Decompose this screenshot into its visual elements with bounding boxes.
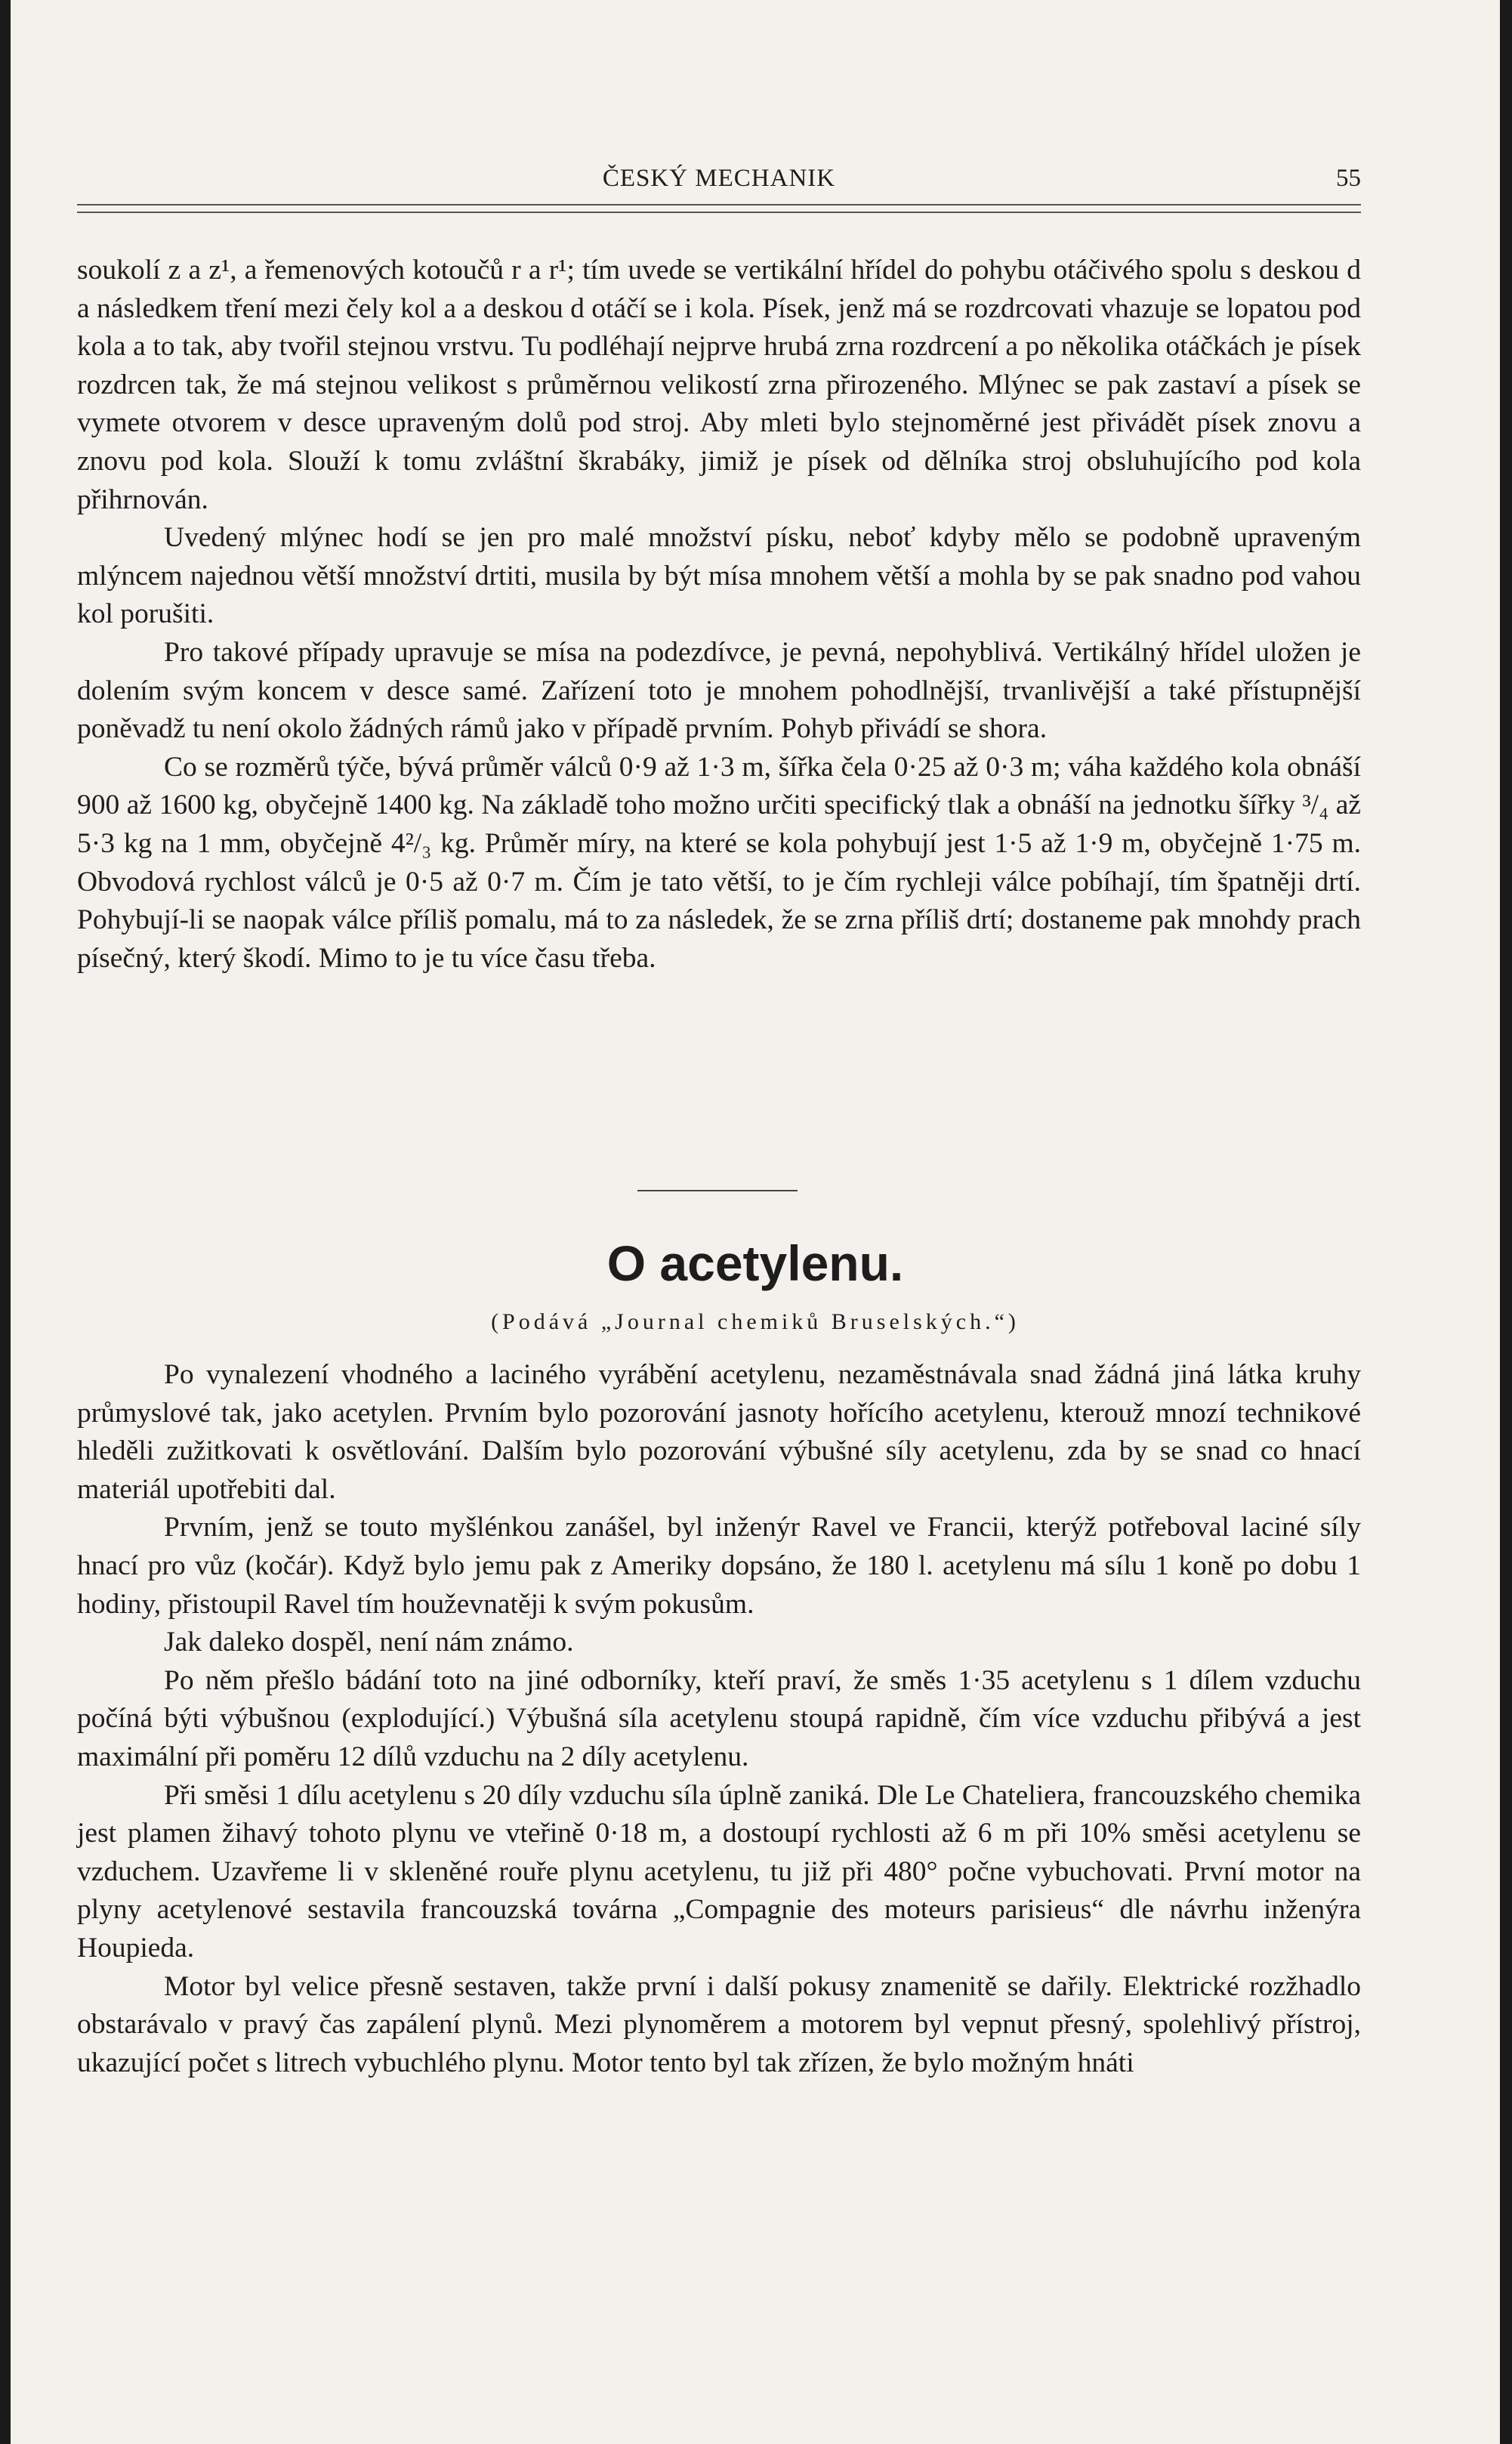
paragraph: Po něm přešlo bádání toto na jiné odborníky, kteří praví, že směs 1·35 acetylenu s 1 dílem vzduchu počíná býti výbušnou (explodující.) Výbušná síla acetylenu stoupá rapidně, čím více vzduchu přibývá a jest maximální při poměru 12 dílů vzduchu na 2 díly acetylenu. bbox=[77, 1664, 1361, 1772]
paragraph: Motor byl velice přesně sestaven, takže první i další pokusy znamenitě se dařily. Elektrické rozžhadlo obstarávalo v pravý čas zapálení plynů. Mezi plynoměrem a motorem byl vepnut přesný, spolehlivý přístroj, ukazující počet s litrech vybuchlého plynu. Motor tento byl tak zřízen, že bylo možným hnáti bbox=[77, 1970, 1361, 2078]
paragraph: Při směsi 1 dílu acetylenu s 20 díly vzduchu síla úplně zaniká. Dle Le Chateliera, francouzského chemika jest plamen žihavý tohoto plynu ve vteřině 0·18 m, a dostoupí rychlosti až 6 m při 10% směsi acetylenu se vzduchem. Uzavřeme li v skleněné rouře plynu acetylenu, tu již při 480° počne vybuchovati. První motor na plyny acetylenové sestavila francouzská továrna „Compagnie des moteurs parisieus“ dle návrhu inženýra Houpieda. bbox=[77, 1779, 1361, 1964]
paragraph: Po vynalezení vhodného a laciného vyrábění acetylenu, nezaměstnávala snad žádná jiná látka kruhy průmyslové tak, jako acetylen. Prvním bylo pozorování jasnoty hořícího acetylenu, kterouž mnozí technikové hleděli zužitkovati k osvětlování. Dalším bylo pozorování výbušné síly acetylenu, zda by se snad co hnací materiál upotřebiti dal. bbox=[77, 1359, 1361, 1505]
paragraph: Prvním, jenž se touto myšlénkou zanášel, byl inženýr Ravel ve Francii, kterýž potřeboval laciné síly hnací pro vůz (kočár). Když bylo jemu pak z Ameriky dopsáno, že 180 l. acetylenu má sílu 1 koně po dobu 1 hodiny, přistoupil Ravel tím houževnatěji k svým pokusům. bbox=[77, 1512, 1361, 1620]
paragraph: soukolí z a z¹, a řemenových kotoučů r a r¹; tím uvede se vertikální hřídel do pohybu otáčivého spolu s deskou d a následkem tření mezi čely kol a a deskou d otáčí se i kola. Písek, jenž má se rozdrcovati vhazuje se lopatou pod kola a to tak, aby tvořil stejnou vrstvu. Tu podléhají nejprve hrubá zrna rozdrcení a po několika otáčkách je písek rozdrcen tak, že má stejnou velikost s průměrnou velikostí zrna přirozeného. Mlýnec se pak zastaví a písek se vymete otvorem v desce upraveným dolů pod stroj. Aby mleti bylo stejnoměrné jest přivádět písek znovu a znovu pod kola. Slouží k tomu zvláštní škrabáky, jimiž je písek od dělníka stroj obsluhujícího pod kola přihrnován. bbox=[77, 255, 1361, 515]
section-separator bbox=[637, 1190, 798, 1191]
article-source: (Podává „Journal chemiků Bruselských.“) bbox=[491, 1309, 1020, 1334]
section-continuation bbox=[77, 252, 1361, 978]
article-body bbox=[77, 1356, 1361, 2082]
header-rule-top bbox=[77, 204, 1361, 205]
article-title: O acetylenu. bbox=[606, 1235, 904, 1291]
paragraph: Co se rozměrů týče, bývá průměr válců 0·9 až 1·3 m, šířka čela 0·25 až 0·3 m; váha každého kola obnáší 900 až 1600 kg, obyčejně 1400 kg. Na základě toho možno určiti specifický tlak a obnáší na jednotku šířky ³/₄ až 5·3 kg na 1 mm, obyčejně 4²/₃ kg. Průměr míry, na které se kola pohybují jest 1·5 až 1·9 m, obyčejně 1·75 m. Obvodová rychlost válců je 0·5 až 0·7 m. Čím je tato větší, to je čím rychleji válce pobíhají, tím špatněji drtí. Pohybují-li se naopak válce příliš pomalu, má to za následek, že se zrna příliš drtí; dostaneme pak mnohdy prach písečný, který škodí. Mimo to je tu více času třeba. bbox=[77, 751, 1361, 974]
paragraph: Uvedený mlýnec hodí se jen pro malé množství písku, neboť kdyby mělo se podobně upraveným mlýncem najednou větší množství drtiti, musila by být mísa mnohem větší a mohla by se pak snadno pod vahou kol porušiti. bbox=[77, 522, 1361, 630]
document-page bbox=[11, 0, 1500, 2444]
running-header bbox=[77, 165, 1361, 199]
paragraph: Jak daleko dospěl, není nám známo. bbox=[164, 1627, 574, 1658]
journal-title: ČESKÝ MECHANIK bbox=[602, 165, 836, 192]
header-rule-bottom bbox=[77, 212, 1361, 213]
page-number: 55 bbox=[1336, 165, 1361, 192]
paragraph: Pro takové případy upravuje se mísa na podezdívce, je pevná, nepohyblivá. Vertikálný hřídel uložen je dolením svým koncem v desce samé. Zařízení toto je mnohem pohodlnější, trvanlivější a také přístupnější poněvadž tu není okolo žádných rámů jako v případě prvním. Pohyb přivádí se shora. bbox=[77, 636, 1361, 745]
